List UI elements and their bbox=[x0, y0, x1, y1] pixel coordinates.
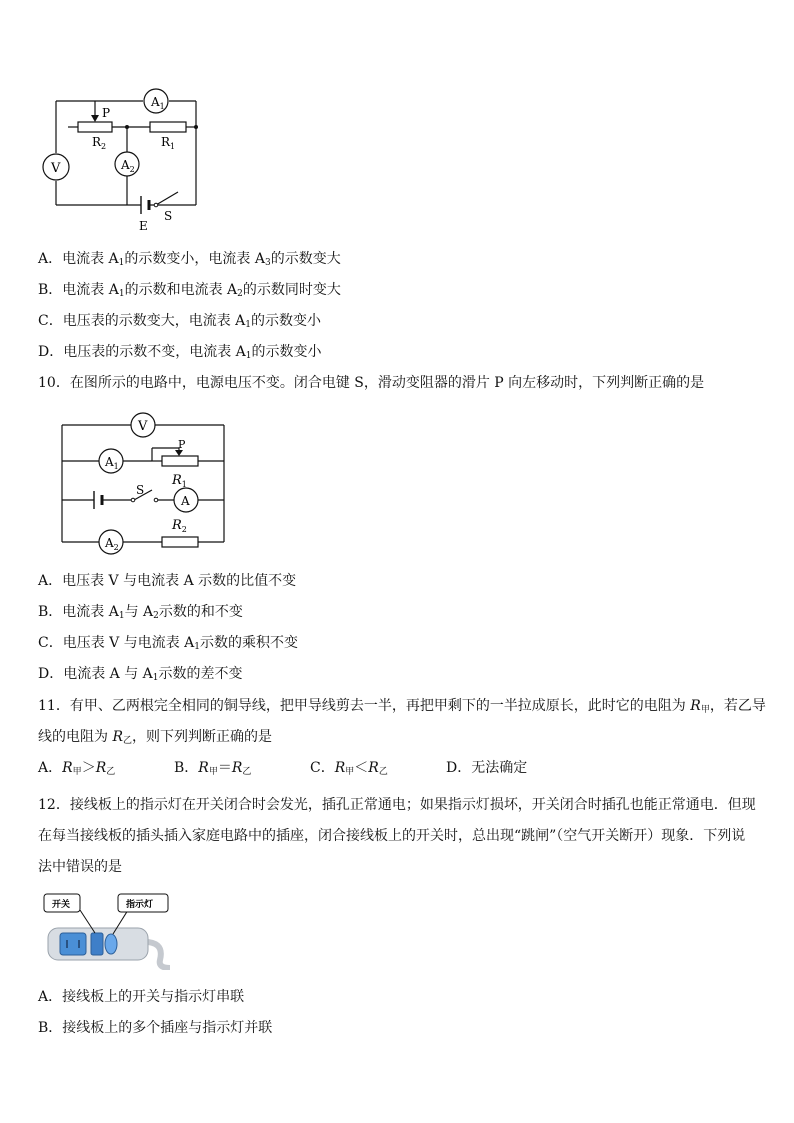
label-p: P bbox=[178, 438, 186, 451]
q9-option-d: D．电压表的示数不变，电流表 $A_1$的示数变小 bbox=[38, 344, 322, 361]
q11-stem-line2: 线的电阻为 $R_乙$，则下列判断正确的是 bbox=[38, 729, 273, 746]
label-r2: R bbox=[92, 135, 102, 149]
q9-option-a: A．电流表 $A_1$的示数变小，电流表 $A_3$的示数变大 bbox=[38, 251, 341, 268]
label-a1: A bbox=[151, 95, 160, 109]
q11-stem-line1: 11．有甲、乙两根完全相同的铜导线，把甲导线剪去一半，再把甲剩下的一半拉成原长，此时它的电阻为 $R_甲$，若乙导 bbox=[38, 698, 766, 715]
label-r1: R bbox=[161, 135, 171, 149]
q11-option-c: C．$R_甲<R_乙$ bbox=[310, 760, 388, 777]
q10-option-a: A．电压表 V 与电流表 A 示数的比值不变 bbox=[38, 573, 297, 589]
q12-stem: 12．接线板上的指示灯在开关闭合时会发光，插孔正常通电；如果指示灯损坏，开关闭合时插孔也能正常通电．但现在每当接线板的插头插入家庭电路中的插座，闭合接线板上的开关时，总出现“跳闸”（空气开关断开）现象．下列说法中错误的是 bbox=[38, 797, 756, 875]
indicator-lamp-icon bbox=[105, 934, 117, 954]
label-a2: A bbox=[105, 536, 114, 550]
q10-option-c: C．电压表 V 与电流表 $A_1$示数的乘积不变 bbox=[38, 635, 299, 652]
svg-text:A1: $A_1$ bbox=[151, 95, 165, 111]
q11-option-d: D．无法确定 bbox=[446, 760, 528, 776]
q10-option-d: D．电流表 A 与 $A_1$示数的差不变 bbox=[38, 666, 243, 683]
circuit-diagram-1 bbox=[38, 88, 210, 238]
label-r2: R bbox=[172, 518, 182, 533]
svg-text:R2: $R_2$ bbox=[172, 518, 187, 534]
svg-text:R2: $R_2$ bbox=[92, 135, 107, 151]
q9-option-b: B．电流表 $A_1$的示数和电流表 $A_2$的示数同时变大 bbox=[38, 282, 341, 299]
svg-text:A2: $A_2$ bbox=[121, 158, 135, 174]
label-switch: 开关 bbox=[52, 900, 71, 910]
circuit-diagram-2 bbox=[56, 412, 228, 557]
q10-stem: 10．在图所示的电路中，电源电压不变。闭合电键 S，滑动变阻器的滑片 P 向左移动时，下列判断正确的是 bbox=[38, 375, 705, 391]
q11-options bbox=[38, 759, 527, 781]
q12-option-b: B．接线板上的多个插座与指示灯并联 bbox=[38, 1020, 273, 1036]
power-strip-figure bbox=[40, 890, 180, 970]
q11-option-b: B．$R_甲=R_乙$ bbox=[174, 760, 252, 777]
svg-text:A1: $A_1$ bbox=[105, 455, 119, 471]
label-p: P bbox=[102, 106, 111, 120]
label-a2: A bbox=[121, 158, 130, 172]
label-a: A bbox=[181, 494, 190, 508]
switch-button-icon bbox=[91, 933, 103, 955]
label-r1: R bbox=[172, 473, 182, 488]
label-s: S bbox=[136, 483, 145, 497]
label-e: E bbox=[139, 219, 148, 233]
label-s: S bbox=[164, 209, 173, 223]
q9-option-c: C．电压表的示数变大，电流表 $A_1$的示数变小 bbox=[38, 313, 322, 330]
svg-text:A2: $A_2$ bbox=[105, 536, 119, 552]
socket-icon bbox=[60, 933, 86, 955]
label-indicator: 指示灯 bbox=[126, 900, 154, 910]
label-a1: A bbox=[105, 455, 114, 469]
label-v: V bbox=[51, 161, 61, 176]
label-v: V bbox=[138, 419, 148, 434]
svg-text:R1: $R_1$ bbox=[161, 135, 176, 151]
q11-option-a: A．$R_甲>R_乙$ bbox=[38, 760, 116, 777]
q10-option-b: B．电流表 $A_1$与 $A_2$示数的和不变 bbox=[38, 604, 243, 621]
q12-option-a: A．接线板上的开关与指示灯串联 bbox=[38, 989, 245, 1005]
svg-text:R1: $R_1$ bbox=[172, 473, 187, 489]
